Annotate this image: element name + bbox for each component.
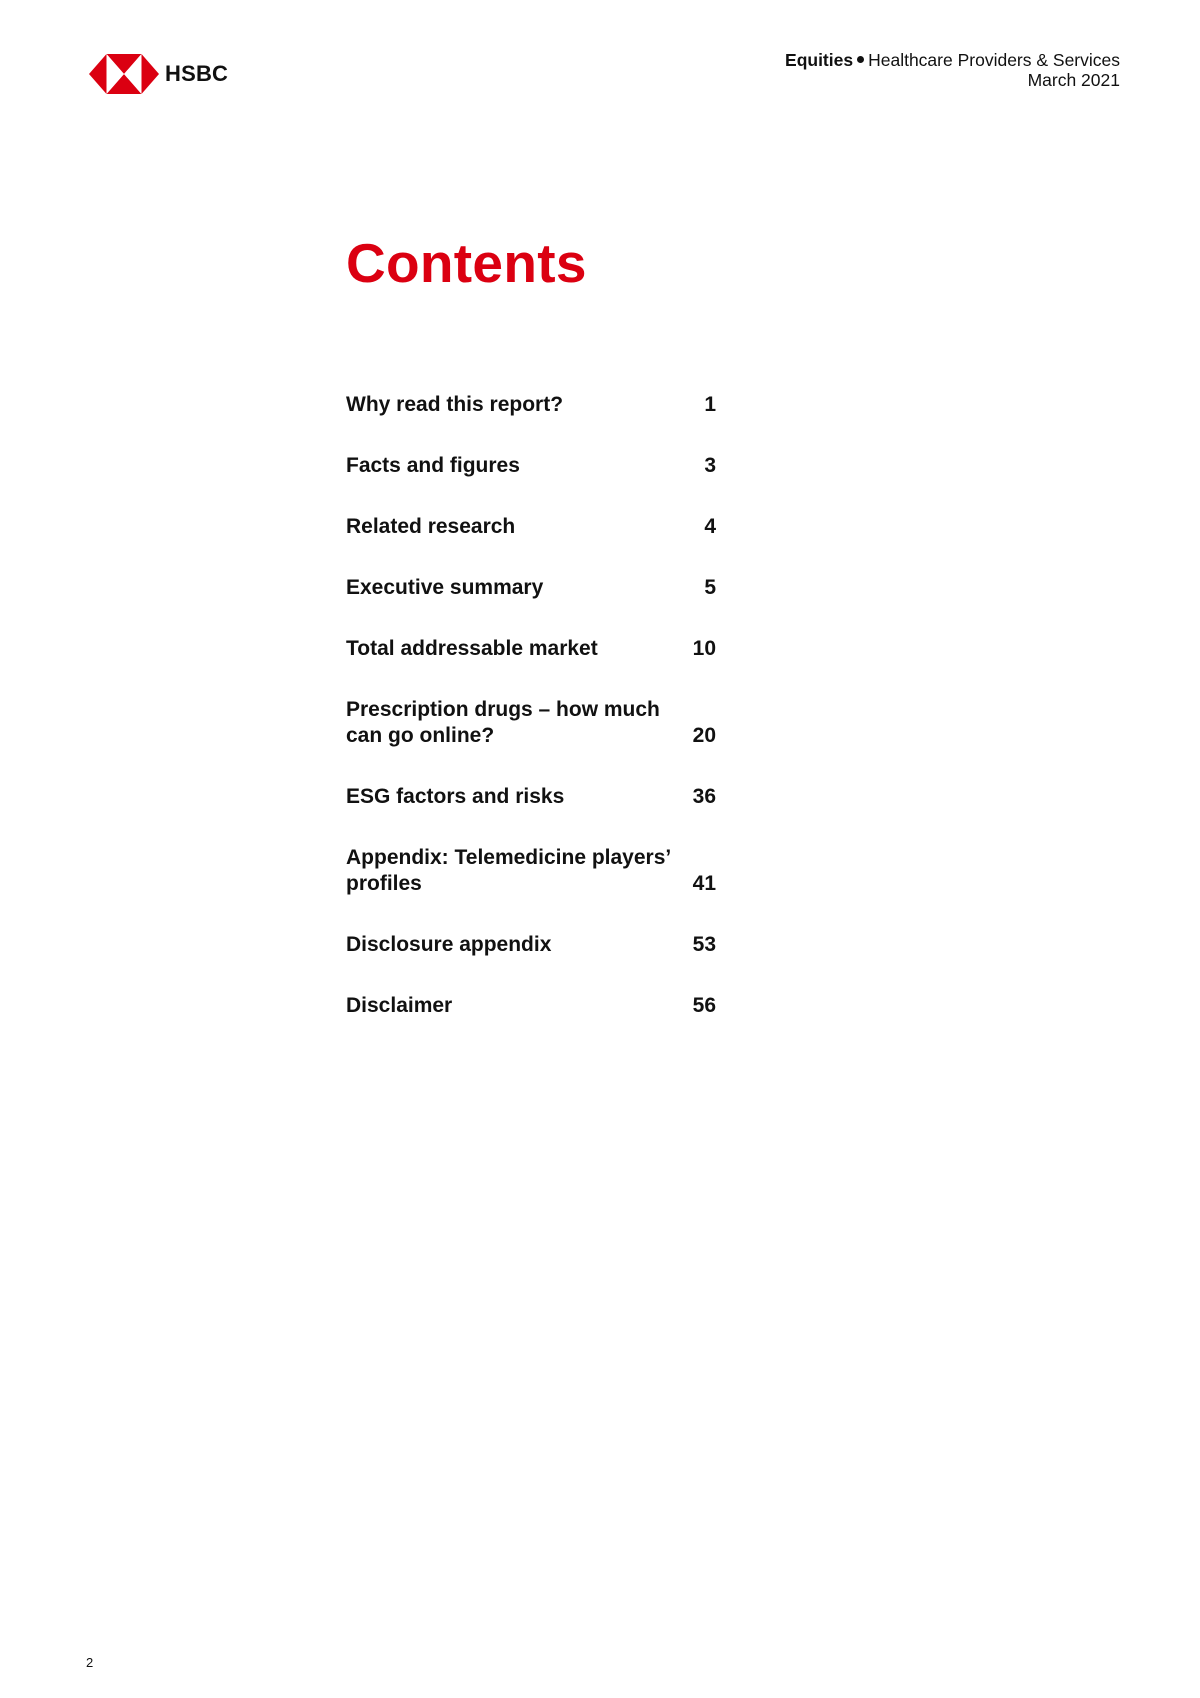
toc-entry-page: 10 (692, 637, 716, 660)
toc-entry-prescription-drugs[interactable] (346, 697, 716, 749)
toc-entry-facts-figures[interactable] (346, 453, 716, 479)
toc-entry-page: 4 (704, 515, 716, 538)
footer-page-number: 2 (86, 1655, 94, 1670)
toc-entry-esg-factors[interactable] (346, 784, 716, 810)
toc-entry-disclaimer[interactable] (346, 993, 716, 1019)
toc-entry-label: Prescription drugs – how much can go online? (346, 698, 660, 747)
toc-entry-page: 1 (704, 393, 716, 416)
sector-label: Healthcare Providers & Services (868, 50, 1120, 70)
bullet-separator (857, 56, 864, 63)
toc-entry-label: Disclosure appendix (346, 933, 552, 956)
toc-entry-label: Facts and figures (346, 454, 520, 477)
report-date: March 2021 (1027, 70, 1120, 90)
report-header (785, 50, 1120, 90)
toc-entry-executive-summary[interactable] (346, 575, 716, 601)
sector-line (785, 50, 1120, 70)
toc-entry-page: 41 (692, 872, 716, 895)
toc-entry-label: Related research (346, 515, 516, 538)
toc-entry-page: 56 (692, 994, 716, 1017)
table-of-contents (346, 392, 716, 1054)
toc-entry-label: ESG factors and risks (346, 785, 565, 808)
page-title: Contents (346, 232, 587, 294)
toc-entry-label: Disclaimer (346, 994, 453, 1017)
logo-wordmark: HSBC (165, 61, 229, 86)
toc-entry-related-research[interactable] (346, 514, 716, 540)
category-label: Equities (785, 50, 854, 70)
hsbc-logo (89, 52, 228, 96)
toc-entry-page: 3 (704, 454, 716, 477)
toc-entry-page: 36 (692, 785, 716, 808)
toc-entry-label: Executive summary (346, 576, 544, 599)
toc-entry-disclosure-appendix[interactable] (346, 932, 716, 958)
toc-entry-total-addressable-market[interactable] (346, 636, 716, 662)
toc-entry-label: Total addressable market (346, 637, 598, 660)
toc-entry-page: 5 (704, 576, 716, 599)
toc-entry-appendix-telemedicine[interactable] (346, 845, 716, 897)
toc-entry-page: 53 (692, 933, 716, 956)
hsbc-hexagon-icon (89, 54, 159, 94)
toc-entry-page: 20 (692, 724, 716, 747)
toc-entry-label: Why read this report? (346, 393, 564, 416)
toc-entry-label: Appendix: Telemedicine players’ profiles (346, 846, 671, 895)
toc-entry-why-read[interactable] (346, 392, 716, 418)
